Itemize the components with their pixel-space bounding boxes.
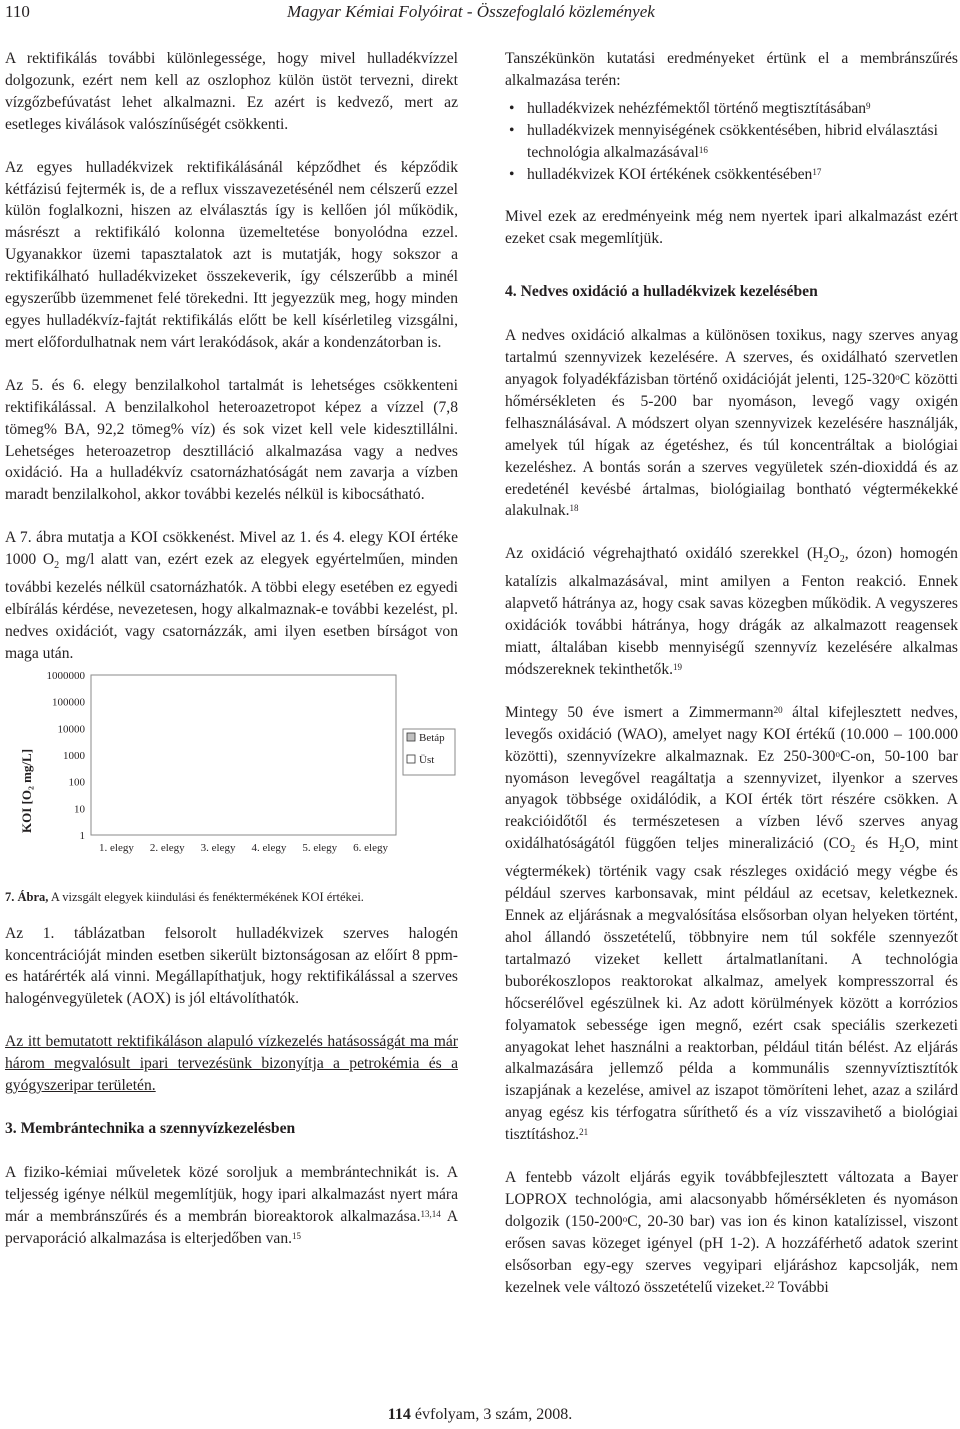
paragraph: Tanszékünkön kutatási eredményeket értünk el a membránszűrés alkalmazása terén: [505,50,958,89]
section-heading: 3. Membrántechnika a szennyvízkezelésben [5,1120,296,1138]
page-number: 110 [5,2,30,21]
page-footer: 114 évfolyam, 3 szám, 2008. [387,1406,573,1423]
left-column [5,48,458,1271]
paragraph: Az 5. és 6. elegy benzilalkohol tartalmát is lehetséges csökkenteni rektifikálással. A benzilalkohol heteroazetropot képez a vízzel (7,8 tömeg% BA, 92,2 tömeg% víz) és sok vizet kell vele kidesztillálni. Lehetséges heteroazetrop desztilláció alkalmazása vagy a nedves oxidáció. Ha a hulladékvíz csatornázhatóságát nem zavarja a vízben maradt benzilalkohol, akkor további kezelés nélkül is kibocsátható. [5,376,458,504]
paragraph: A nedves oxidáció alkalmas a különösen toxikus, nagy szerves anyag tartalmú szennyvizek kezelésére. A szerves, és oxidálható szervetlen anyagok folyadékfázisban történő oxidációját jelenti, 125-320$^o$C közötti hőmérsékleten és 5-200 bar nyomáson, levegő vagy oxigén felhasználásával. A módszert olyan szennyvizek kezelésére használják, amelyek túl hígak az égetéshez, és túl koncentráltak a biológiai kezeléshez. A bontás során a szerves vegyületek szén-dioxiddá és az eredeténél kevésbé ártalmas, biológiailag bontható végtermékekké alakulnak.$^{18}$ [505,327,959,520]
y-tick-label: 1000 [63,749,85,762]
paragraph: Mivel ezek az eredményeink még nem nyertek ipari alkalmazást ezért ezeket csak megemlítjük. [505,208,958,248]
journal-title: Magyar Kémiai Folyóirat - Összefoglaló közlemények [287,2,655,21]
koi-chart [5,669,458,879]
x-tick-label: 1. elegy [99,841,134,854]
paragraph: Mintegy 50 éve ismert a Zimmermann$^{20}$ által kifejlesztett nedves, levegős oxidáció (WAO), amelyet nagy KOI értékű (10.000 – 100.000 közötti), szennyvízekre alkalmaznak. Ez 250-300$^o$C-on, 50-100 bar nyomáson levegővel reagáltatja a szennyvizet, ilyenkor a szerves anyagok többsége oxidálódik, a KOI érték tört részére csökken. A reakcióidőtől és természetesen a vízben lévő szerves anyag oxidálhatóságától függően teljes mineralizáció ($CO_2$ és $H_2O$, mint végtermékek) történik vagy csak részleges oxidáció megy végbe és például szerves karbonsavak, mint például az ecetsav, keletkeznek. Ennek az eljárásnak a megvalósítása elsősorban olyan helyeken történt, ahol állandó összetételű, többnyire nem túl sokféle szennyezőt tartalmazó vizeket kellett ártalmatlanítani. A technológia buborékoszlopos reaktorokat alkalmaz, amelyek kompresszorral és hőcserélővel egészülnek ki. Az adott körülmények között a korrózios folyamatok sebessége igen megnő, ezért csak speciális szerkezeti anyagokat lehet használni a reaktorban, például titán bélést. Az eljárás alkalmazására jellemző példa a kommunális szennyvíztisztítók iszapjának a kezelése, amivel az iszapot tömöríteni lehet, azaz a szilárd anyag egész kis térfogatra sűríthető és a víz visszavihető a biológiai tisztításhoz.$^{21}$ [505,703,958,1144]
y-tick-label: 10000 [57,723,85,736]
y-tick-label: 100 [68,776,85,789]
list-item: • hulladékvizek mennyiségének csökkentésében, hibrid elválasztási technológia alkalmazásával$^{16}$ [527,120,958,164]
paragraph: Az oxidáció végrehajtható oxidáló szerekkel ($H_2O_2$, ózon) homogén katalízis alkalmazásával, mint amilyen a Fenton reakció. Ennek alapvető hátránya az, hogy csak savas közegben működik. A vegyszeres oxidációk további hátránya, hogy drágák az alkalmazott reagensek miatt, általában kisebb mennyiségű szennyvíz kezelésére alkalmas módszereknek tekinthetők.$^{19}$ [505,545,958,678]
y-tick-label: 1000000 [46,669,85,682]
legend-label: Betáp [419,731,445,744]
x-tick-label: 2. elegy [149,841,185,854]
page-header [0,0,960,28]
list-item: • hulladékvizek nehézfémektől történő megtisztításában$^9$ [527,98,958,120]
paragraph: A fentebb vázolt eljárás egyik továbbfejlesztett változata a Bayer LOPROX technológia, ami alacsonyabb hőmérsékleten és nyomáson dolgozik (150-200$^o$C, 20-30 bar) vas ion és kinon katalízissel, viszont erősen savas közeget igényel (pH 1-2). A hozzáférhető adatok szerint elsősorban egy-egy szerves vegyipari eljáráshoz kapcsolják, nem kezelnek vele változó összetételű vizeket.$^{22}$ További [505,1169,958,1296]
list-item: • hulladékvizek KOI értékének csökkentésében$^{17}$ [527,164,958,186]
paragraph: A fiziko-kémiai műveletek közé soroljuk a membrántechnikát is. A teljesség igénye nélkül megemlítjük, hogy ipari alkalmazást nyert mára már a membránszűrés és a membrán bioreaktorok alkalmazása.$^{13,14}$ A pervaporáció alkalmazása is elterjedőben van.$^{15}$ [5,1163,458,1247]
legend-swatch [407,755,415,763]
section-heading: 4. Nedves oxidáció a hulladékvizek kezelésében [505,283,818,301]
y-tick-label: 100000 [52,696,85,709]
paragraph: A rektifikálás további különlegessége, hogy mivel hulladékvízzel dolgozunk, ezért nem kell az oszlophoz külön üstöt tervezni, direkt vízgőzbefúvatást lehet alkalmazni. Ez azért is kedvező, mert az esetleges kiválások valószínűségét csökkenti. [5,50,458,133]
x-tick-label: 6. elegy [353,841,388,854]
x-tick-label: 5. elegy [302,841,338,854]
plot-area [91,675,396,835]
x-tick-label: 3. elegy [200,841,236,854]
paragraph: A 7. ábra mutatja a KOI csökkenést. Mivel az 1. és 4. elegy KOI értéke 1000 $O_2$ mg/l alatt van, ezért ezek az elegyek egyértelműen, minden további kezelés nélkül csatornázhatók. A többi elegy esetében ez egyedi elbírálás kérdése, nevezetesen, hogy alkalmaznak-e további kezelést, pl. nedves oxidációt, vagy csatornázzák, ami ilyen esetben bírságot von maga után. [5,529,458,662]
y-axis-label: KOI [O₂ mg/L] [19,748,34,833]
y-tick-label: 10 [74,803,85,816]
paragraph: Az 1. táblázatban felsorolt hulladékvizek szerves halogén koncentrációját minden esetben sikerült biztonságosan az előírt 8 ppm-es határérték alá vinni. Megállapíthatjuk, hogy rektifikálással a szerves halogénvegyületek (AOX) is jól eltávolíthatók. [5,924,458,1008]
legend-label: Üst [419,753,435,766]
paragraph: Az egyes hulladékvizek rektifikálásánál képződhet és képződik kétfázisú fejtermék is, de a reflux visszavezetésénél nem célszerű ezzel külön foglalkozni, hiszen az elválasztás így is kellően jól működik, másrészt a rektifikáló kolonna üzemeltetése bonyolódna ezzel. Ugyanakkor üzemi tapasztalatok azt is mutatják, hogy sokszor a rektifikálható hulladékvizeket összekeverik, így célszerűbb a minél egyszerűbb üzemmenet felé törekedni. Itt jegyezzük meg, hogy minden egyes hulladékvíz-fajtát rektifikálás előtt be kell kísérletileg vizsgálni, mert előfordulhatnak nem várt lerakódások, akár a kondenzátorban is. [5,158,458,351]
x-tick-label: 4. elegy [251,841,287,854]
legend-swatch [407,733,415,741]
paragraph-underlined: Az itt bemutatott rektifikáláson alapuló vízkezelés hatásosságát ma már három megvalósult ipari tervezésünk bizonyítja a petrokémia és a gyógyszeripar területén. [5,1033,458,1095]
bullet-list [505,98,958,186]
right-column [505,48,958,1299]
figure-caption: 7. Ábra, A vizsgált elegyek kiindulási és fenéktermékének KOI értékei. [5,889,364,904]
y-tick-label: 1 [79,829,85,842]
koi-chart-svg [5,669,458,879]
